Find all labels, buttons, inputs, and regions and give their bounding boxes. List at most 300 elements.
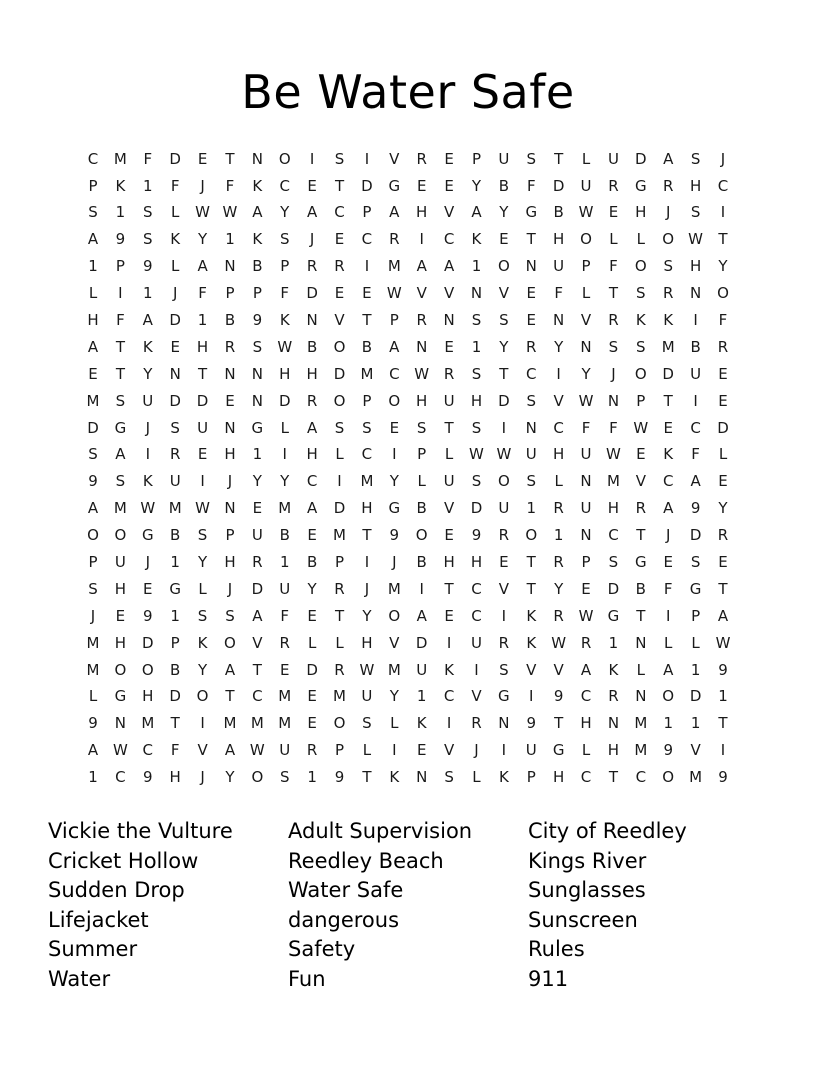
grid-cell[interactable]: T — [252, 660, 262, 679]
grid-cell[interactable]: T — [526, 552, 536, 571]
grid-cell[interactable]: U — [470, 633, 482, 652]
grid-cell[interactable]: N — [306, 310, 318, 329]
grid-cell[interactable]: 1 — [252, 445, 263, 464]
grid-cell[interactable]: J — [611, 364, 616, 383]
grid-cell[interactable]: G — [635, 176, 647, 195]
grid-cell[interactable]: N — [224, 364, 236, 383]
grid-cell[interactable]: G — [388, 499, 401, 518]
grid-cell[interactable]: A — [663, 660, 674, 679]
grid-cell[interactable]: R — [580, 633, 592, 652]
grid-cell[interactable]: O — [333, 714, 346, 733]
grid-cell[interactable]: 9 — [88, 472, 98, 491]
grid-cell[interactable]: 1 — [143, 284, 153, 303]
grid-cell[interactable]: 9 — [718, 660, 728, 679]
grid-cell[interactable]: T — [444, 579, 454, 598]
grid-cell[interactable]: J — [227, 472, 233, 491]
grid-cell[interactable]: M — [250, 714, 264, 733]
grid-cell[interactable]: L — [718, 445, 728, 464]
grid-cell[interactable]: H — [224, 445, 236, 464]
grid-cell[interactable]: H — [689, 176, 702, 195]
word-list-item[interactable]: Water — [48, 966, 111, 991]
grid-cell[interactable]: Y — [225, 768, 235, 787]
grid-cell[interactable]: V — [498, 284, 509, 303]
grid-cell[interactable]: P — [362, 391, 372, 410]
grid-cell[interactable]: V — [389, 633, 400, 652]
grid-cell[interactable]: K — [115, 176, 126, 195]
grid-cell[interactable]: N — [580, 526, 592, 545]
grid-cell[interactable]: A — [307, 418, 318, 437]
grid-cell[interactable]: L — [472, 768, 481, 787]
grid-cell[interactable]: S — [608, 337, 619, 356]
grid-cell[interactable]: L — [554, 472, 563, 491]
grid-cell[interactable]: O — [634, 364, 647, 383]
grid-cell[interactable]: R — [279, 633, 290, 652]
grid-cell[interactable]: B — [252, 257, 263, 276]
grid-cell[interactable]: I — [419, 579, 424, 598]
grid-cell[interactable]: 1 — [718, 687, 728, 706]
grid-cell[interactable]: G — [251, 418, 264, 437]
grid-cell[interactable]: R — [471, 714, 482, 733]
grid-cell[interactable]: T — [663, 391, 673, 410]
grid-cell[interactable]: G — [552, 741, 565, 760]
grid-cell[interactable]: S — [663, 257, 673, 276]
grid-cell[interactable]: L — [581, 149, 591, 168]
grid-cell[interactable]: N — [635, 633, 647, 652]
grid-cell[interactable]: W — [249, 741, 265, 760]
grid-cell[interactable]: V — [553, 660, 564, 679]
grid-cell[interactable]: V — [389, 149, 400, 168]
word-list-item[interactable]: Safety — [288, 937, 356, 961]
grid-cell[interactable]: M — [278, 714, 292, 733]
grid-cell[interactable]: N — [251, 149, 263, 168]
grid-cell[interactable]: W — [578, 391, 594, 410]
grid-cell[interactable]: D — [251, 579, 264, 598]
grid-cell[interactable]: 1 — [663, 714, 673, 733]
grid-cell[interactable]: G — [689, 579, 702, 598]
grid-cell[interactable]: Y — [280, 203, 290, 222]
grid-cell[interactable]: V — [553, 391, 564, 410]
grid-cell[interactable]: I — [364, 257, 370, 276]
grid-cell[interactable]: B — [416, 499, 427, 518]
grid-cell[interactable]: S — [526, 149, 537, 168]
grid-cell[interactable]: O — [333, 391, 346, 410]
grid-cell[interactable]: T — [608, 284, 619, 303]
grid-cell[interactable]: E — [416, 176, 427, 195]
grid-cell[interactable]: M — [113, 149, 127, 168]
grid-cell[interactable]: R — [334, 579, 345, 598]
grid-cell[interactable]: E — [718, 364, 728, 383]
grid-cell[interactable]: 1 — [307, 768, 317, 787]
grid-cell[interactable]: W — [195, 499, 210, 518]
grid-cell[interactable]: H — [689, 257, 702, 276]
grid-cell[interactable]: Y — [389, 687, 399, 706]
grid-cell[interactable]: F — [170, 176, 180, 195]
grid-cell[interactable]: R — [498, 633, 510, 652]
grid-cell[interactable]: H — [279, 364, 291, 383]
grid-cell[interactable]: E — [88, 364, 98, 383]
grid-cell[interactable]: W — [222, 203, 238, 222]
grid-cell[interactable]: D — [142, 633, 154, 652]
grid-cell[interactable]: T — [526, 579, 536, 598]
grid-cell[interactable]: D — [470, 499, 483, 518]
grid-cell[interactable]: W — [140, 499, 156, 518]
grid-cell[interactable]: M — [360, 472, 374, 491]
grid-cell[interactable]: E — [307, 606, 317, 625]
grid-cell[interactable]: E — [389, 418, 400, 437]
grid-cell[interactable]: L — [280, 418, 289, 437]
grid-cell[interactable]: B — [279, 526, 290, 545]
grid-cell[interactable]: P — [362, 203, 372, 222]
grid-cell[interactable]: L — [198, 579, 207, 598]
grid-cell[interactable]: O — [497, 257, 510, 276]
grid-cell[interactable]: H — [196, 337, 209, 356]
grid-cell[interactable]: R — [334, 660, 345, 679]
grid-cell[interactable]: C — [443, 687, 455, 706]
grid-cell[interactable]: G — [141, 526, 154, 545]
grid-cell[interactable]: D — [169, 149, 181, 168]
grid-cell[interactable]: O — [662, 768, 675, 787]
grid-cell[interactable]: R — [662, 284, 674, 303]
grid-cell[interactable]: Y — [718, 499, 728, 518]
grid-cell[interactable]: V — [635, 472, 646, 491]
grid-cell[interactable]: E — [444, 606, 454, 625]
grid-cell[interactable]: 1 — [170, 552, 180, 571]
grid-cell[interactable]: C — [306, 472, 318, 491]
grid-cell[interactable]: Y — [197, 230, 208, 249]
grid-cell[interactable]: E — [636, 445, 646, 464]
grid-cell[interactable]: 9 — [471, 526, 482, 545]
grid-cell[interactable]: V — [498, 579, 509, 598]
word-list-item[interactable]: Rules — [528, 937, 585, 961]
grid-cell[interactable]: E — [718, 472, 728, 491]
grid-cell[interactable]: S — [526, 472, 537, 491]
grid-cell[interactable]: L — [88, 284, 98, 303]
grid-cell[interactable]: R — [717, 337, 729, 356]
grid-cell[interactable]: J — [665, 203, 671, 222]
grid-cell[interactable]: U — [197, 418, 209, 437]
word-list-item[interactable]: Sudden Drop — [48, 878, 185, 902]
grid-cell[interactable]: F — [116, 310, 125, 329]
grid-cell[interactable]: D — [635, 149, 647, 168]
grid-cell[interactable]: F — [170, 741, 180, 760]
grid-cell[interactable]: W — [688, 230, 704, 249]
grid-cell[interactable]: V — [471, 687, 482, 706]
grid-cell[interactable]: K — [142, 337, 153, 356]
grid-cell[interactable]: Y — [499, 337, 509, 356]
grid-cell[interactable]: U — [553, 257, 565, 276]
grid-cell[interactable]: J — [145, 418, 150, 437]
grid-cell[interactable]: I — [392, 445, 397, 464]
grid-cell[interactable]: S — [143, 203, 153, 222]
grid-cell[interactable]: K — [526, 633, 537, 652]
grid-cell[interactable]: M — [86, 391, 100, 410]
grid-cell[interactable]: 9 — [690, 499, 701, 518]
grid-cell[interactable]: I — [446, 714, 452, 733]
grid-cell[interactable]: E — [252, 499, 263, 518]
grid-cell[interactable]: S — [115, 472, 126, 491]
grid-cell[interactable]: F — [198, 284, 207, 303]
grid-cell[interactable]: B — [690, 337, 701, 356]
grid-cell[interactable]: A — [307, 203, 318, 222]
grid-cell[interactable]: I — [446, 633, 452, 652]
grid-cell[interactable]: I — [501, 741, 507, 760]
grid-cell[interactable]: V — [580, 310, 592, 329]
grid-cell[interactable]: U — [142, 391, 154, 410]
grid-cell[interactable]: T — [362, 526, 372, 545]
word-list-item[interactable]: Cricket Hollow — [48, 848, 199, 873]
grid-cell[interactable]: L — [581, 284, 591, 303]
grid-cell[interactable]: A — [443, 257, 455, 276]
grid-cell[interactable]: E — [170, 337, 180, 356]
grid-cell[interactable]: S — [416, 418, 427, 437]
word-list-item[interactable]: Adult Supervision — [288, 819, 473, 843]
grid-cell[interactable]: D — [498, 391, 510, 410]
grid-cell[interactable]: 9 — [663, 741, 673, 760]
grid-cell[interactable]: S — [334, 418, 345, 437]
grid-cell[interactable]: J — [392, 552, 397, 571]
grid-cell[interactable]: F — [554, 284, 563, 303]
grid-cell[interactable]: F — [581, 418, 591, 437]
grid-cell[interactable]: E — [197, 149, 208, 168]
grid-cell[interactable]: O — [114, 526, 127, 545]
grid-cell[interactable]: E — [608, 203, 619, 222]
grid-cell[interactable]: A — [87, 230, 99, 249]
grid-cell[interactable]: W — [386, 284, 402, 303]
grid-cell[interactable]: C — [690, 418, 701, 437]
grid-cell[interactable]: A — [307, 499, 318, 518]
grid-cell[interactable]: E — [526, 310, 536, 329]
grid-cell[interactable]: T — [444, 418, 454, 437]
grid-cell[interactable]: A — [717, 606, 729, 625]
grid-cell[interactable]: R — [526, 337, 537, 356]
grid-cell[interactable]: L — [307, 633, 317, 652]
grid-cell[interactable]: S — [279, 230, 290, 249]
grid-cell[interactable]: 1 — [690, 714, 701, 733]
grid-cell[interactable]: V — [443, 741, 455, 760]
grid-cell[interactable]: N — [114, 714, 127, 733]
grid-cell[interactable]: E — [225, 391, 235, 410]
grid-cell[interactable]: M — [278, 687, 292, 706]
grid-cell[interactable]: G — [114, 418, 127, 437]
grid-cell[interactable]: O — [497, 472, 510, 491]
grid-cell[interactable]: E — [663, 552, 673, 571]
grid-cell[interactable]: J — [665, 526, 671, 545]
grid-cell[interactable]: L — [88, 687, 98, 706]
grid-cell[interactable]: S — [526, 391, 537, 410]
word-list-item[interactable]: Kings River — [528, 848, 647, 873]
grid-cell[interactable]: E — [307, 687, 317, 706]
grid-cell[interactable]: C — [279, 176, 290, 195]
grid-cell[interactable]: 9 — [334, 768, 345, 787]
grid-cell[interactable]: T — [115, 337, 125, 356]
grid-cell[interactable]: E — [416, 741, 427, 760]
grid-cell[interactable]: 1 — [88, 768, 98, 787]
grid-cell[interactable]: C — [662, 472, 674, 491]
grid-cell[interactable]: M — [387, 579, 401, 598]
grid-cell[interactable]: R — [306, 257, 318, 276]
grid-cell[interactable]: J — [364, 579, 370, 598]
grid-cell[interactable]: P — [335, 741, 345, 760]
grid-cell[interactable]: V — [690, 741, 701, 760]
grid-cell[interactable]: D — [169, 391, 181, 410]
grid-cell[interactable]: L — [171, 257, 180, 276]
grid-cell[interactable]: I — [693, 391, 698, 410]
grid-cell[interactable]: K — [608, 660, 619, 679]
grid-cell[interactable]: H — [470, 552, 483, 571]
grid-cell[interactable]: L — [609, 230, 618, 249]
grid-cell[interactable]: R — [553, 499, 564, 518]
grid-cell[interactable]: R — [553, 552, 564, 571]
grid-cell[interactable]: O — [388, 391, 401, 410]
grid-cell[interactable]: N — [224, 257, 236, 276]
grid-cell[interactable]: A — [142, 310, 153, 329]
grid-cell[interactable]: P — [636, 391, 646, 410]
grid-cell[interactable]: T — [554, 714, 564, 733]
grid-cell[interactable]: U — [443, 391, 455, 410]
grid-cell[interactable]: S — [608, 552, 619, 571]
grid-cell[interactable]: K — [252, 230, 263, 249]
grid-cell[interactable]: U — [443, 472, 455, 491]
grid-cell[interactable]: N — [689, 284, 702, 303]
grid-cell[interactable]: A — [389, 337, 400, 356]
grid-cell[interactable]: V — [197, 741, 208, 760]
grid-cell[interactable]: A — [252, 203, 263, 222]
grid-cell[interactable]: R — [252, 552, 263, 571]
grid-cell[interactable]: S — [690, 203, 701, 222]
grid-cell[interactable]: O — [141, 660, 154, 679]
grid-cell[interactable]: 9 — [143, 257, 153, 276]
grid-cell[interactable]: J — [227, 579, 233, 598]
grid-cell[interactable]: H — [580, 714, 592, 733]
grid-cell[interactable]: A — [663, 149, 674, 168]
grid-cell[interactable]: R — [169, 445, 181, 464]
grid-cell[interactable]: U — [498, 499, 510, 518]
grid-cell[interactable]: Y — [362, 606, 372, 625]
grid-cell[interactable]: T — [636, 606, 646, 625]
grid-cell[interactable]: I — [419, 230, 424, 249]
grid-cell[interactable]: K — [526, 606, 537, 625]
grid-cell[interactable]: H — [142, 687, 154, 706]
grid-cell[interactable]: M — [333, 526, 346, 545]
grid-cell[interactable]: D — [361, 176, 373, 195]
grid-cell[interactable]: R — [717, 526, 729, 545]
grid-cell[interactable]: K — [142, 472, 153, 491]
grid-cell[interactable]: N — [224, 418, 236, 437]
grid-cell[interactable]: H — [635, 203, 647, 222]
grid-cell[interactable]: R — [608, 310, 619, 329]
grid-cell[interactable]: R — [224, 337, 236, 356]
grid-cell[interactable]: P — [471, 149, 481, 168]
grid-cell[interactable]: H — [87, 310, 99, 329]
grid-cell[interactable]: O — [333, 337, 346, 356]
grid-cell[interactable]: J — [200, 768, 205, 787]
grid-cell[interactable]: S — [143, 230, 153, 249]
grid-cell[interactable]: E — [499, 552, 509, 571]
grid-cell[interactable]: J — [145, 552, 150, 571]
grid-cell[interactable]: K — [197, 633, 208, 652]
grid-cell[interactable]: T — [718, 230, 728, 249]
grid-cell[interactable]: G — [525, 203, 538, 222]
grid-cell[interactable]: I — [309, 149, 315, 168]
grid-cell[interactable]: W — [633, 418, 649, 437]
grid-cell[interactable]: I — [556, 364, 561, 383]
grid-cell[interactable]: T — [636, 526, 646, 545]
grid-cell[interactable]: L — [362, 741, 372, 760]
grid-cell[interactable]: Y — [307, 579, 317, 598]
grid-cell[interactable]: E — [334, 230, 345, 249]
grid-cell[interactable]: F — [718, 310, 728, 329]
grid-cell[interactable]: T — [225, 687, 235, 706]
grid-cell[interactable]: J — [720, 149, 726, 168]
grid-cell[interactable]: U — [607, 149, 619, 168]
grid-cell[interactable]: A — [471, 203, 482, 222]
grid-cell[interactable]: B — [416, 552, 427, 571]
grid-cell[interactable]: K — [252, 176, 263, 195]
grid-cell[interactable]: M — [387, 257, 401, 276]
grid-cell[interactable]: Y — [197, 660, 208, 679]
grid-cell[interactable]: M — [141, 714, 155, 733]
grid-cell[interactable]: V — [526, 660, 537, 679]
grid-cell[interactable]: H — [306, 445, 318, 464]
grid-cell[interactable]: L — [335, 633, 344, 652]
grid-cell[interactable]: C — [115, 768, 126, 787]
grid-cell[interactable]: D — [87, 418, 99, 437]
grid-cell[interactable]: H — [169, 768, 181, 787]
grid-cell[interactable]: S — [636, 284, 646, 303]
grid-cell[interactable]: E — [115, 606, 126, 625]
grid-cell[interactable]: I — [665, 606, 671, 625]
grid-cell[interactable]: I — [720, 741, 726, 760]
grid-cell[interactable]: T — [334, 606, 345, 625]
grid-cell[interactable]: 1 — [471, 337, 482, 356]
grid-cell[interactable]: J — [309, 230, 315, 249]
grid-cell[interactable]: A — [663, 499, 674, 518]
grid-cell[interactable]: R — [443, 364, 455, 383]
grid-cell[interactable]: L — [636, 660, 645, 679]
grid-cell[interactable]: G — [635, 552, 647, 571]
grid-cell[interactable]: A — [224, 741, 236, 760]
grid-cell[interactable]: A — [580, 660, 592, 679]
grid-cell[interactable]: V — [252, 633, 263, 652]
grid-cell[interactable]: C — [361, 445, 373, 464]
grid-cell[interactable]: G — [388, 176, 401, 195]
grid-cell[interactable]: 1 — [279, 552, 290, 571]
grid-cell[interactable]: A — [115, 445, 126, 464]
grid-cell[interactable]: E — [143, 579, 153, 598]
grid-cell[interactable]: N — [607, 391, 620, 410]
grid-cell[interactable]: W — [715, 633, 731, 652]
word-list-item[interactable]: Lifejacket — [48, 907, 149, 932]
grid-cell[interactable]: E — [197, 445, 208, 464]
grid-cell[interactable]: H — [114, 633, 127, 652]
grid-cell[interactable]: R — [498, 526, 510, 545]
grid-cell[interactable]: S — [88, 445, 98, 464]
grid-cell[interactable]: V — [443, 203, 455, 222]
grid-cell[interactable]: W — [195, 203, 210, 222]
grid-cell[interactable]: B — [361, 337, 373, 356]
grid-cell[interactable]: 1 — [416, 687, 427, 706]
grid-cell[interactable]: E — [499, 230, 509, 249]
grid-cell[interactable]: V — [416, 284, 427, 303]
grid-cell[interactable]: A — [87, 741, 99, 760]
grid-cell[interactable]: N — [580, 472, 592, 491]
grid-cell[interactable]: G — [607, 606, 620, 625]
grid-cell[interactable]: F — [609, 257, 618, 276]
grid-cell[interactable]: N — [443, 310, 455, 329]
grid-cell[interactable]: G — [114, 687, 127, 706]
grid-cell[interactable]: E — [444, 149, 454, 168]
grid-cell[interactable]: U — [361, 687, 373, 706]
